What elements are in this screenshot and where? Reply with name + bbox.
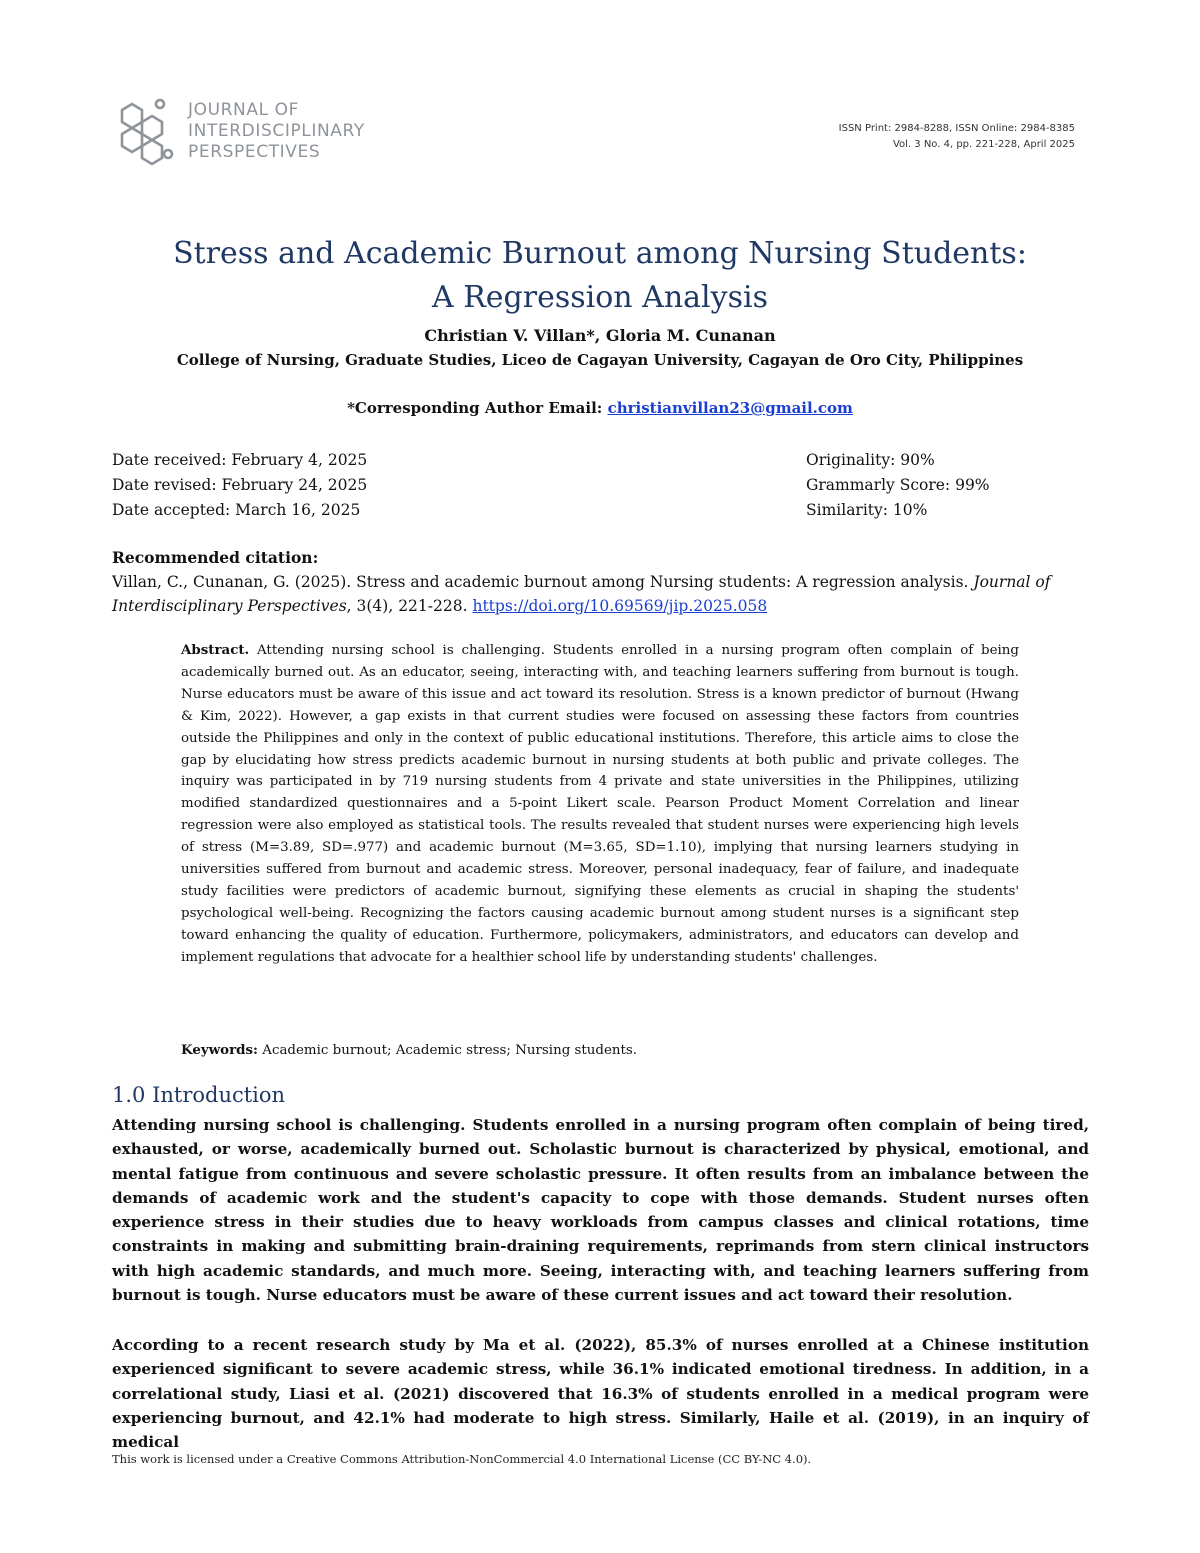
issn-line: ISSN Print: 2984-8288, ISSN Online: 2984-8385 xyxy=(838,123,1075,134)
journal-name-line: JOURNAL OF xyxy=(188,100,300,120)
abstract-text: Attending nursing school is challenging. Students enrolled in a nursing program often complain of being academically burned out. As an educator, seeing, interacting with, and teaching learners suffering from burnout is tough. Nurse educators must be aware of this issue and act toward its resolution. Stress is a known predictor of burnout (Hwang & Kim, 2022). However, a gap exists in that current studies were focused on assessing these factors from countries outside the Philippines and only in the context of public educational institutions. Therefore, this article aims to close the gap by elucidating how stress predicts academic burnout in nursing students at both public and private colleges. The inquiry was participated in by 719 nursing students from 4 private and state universities in the Philippines, utilizing modified standardized questionnaires and a 5-point Likert scale. Pearson Product Moment Correlation and linear regression were also employed as statistical tools. The results revealed that student nurses were experiencing high levels of stress (M=3.89, SD=.977) and academic burnout (M=3.65, SD=1.10), implying that nursing learners studying in universities suffered from burnout and academic stress. Moreover, personal inadequacy, fear of failure, and inadequate study facilities were predictors of academic burnout, signifying these elements as crucial in shaping the students' psychological well-being. Recognizing the factors causing academic burnout among student nurses is a significant step toward enhancing the quality of education. Furthermore, policymakers, administrators, and educators can develop and implement regulations that advocate for a healthier school life by understanding students' challenges. xyxy=(181,643,1019,965)
volume-line: Vol. 3 No. 4, pp. 221-228, April 2025 xyxy=(892,139,1075,150)
authors: Christian V. Villan*, Gloria M. Cunanan xyxy=(424,326,776,345)
date-received: Date received: February 4, 2025 xyxy=(112,451,368,469)
issn-info xyxy=(839,121,1075,153)
keywords-label: Keywords: xyxy=(181,1042,259,1058)
date-info xyxy=(112,448,367,523)
keywords-text: Academic burnout; Academic stress; Nursing students. xyxy=(258,1043,638,1058)
intro-paragraph-2: According to a recent research study by Ma et al. (2022), 85.3% of nurses enrolled at a Chinese institution experienced significant to severe academic stress, while 36.1% indicated emotional tiredness. In addition, in a correlational study, Liasi et al. (2021) discovered that 16.3% of students enrolled in a medical program were experiencing burnout, and 42.1% had moderate to high stress. Similarly, Haile et al. (2019), in an inquiry of medical xyxy=(112,1336,1089,1452)
title-line-1: Stress and Academic Burnout among Nursing Students: xyxy=(173,236,1027,271)
corresponding-label: *Corresponding Author Email: xyxy=(347,399,608,417)
journal-name-line: PERSPECTIVES xyxy=(188,142,321,162)
journal-name-line: INTERDISCIPLINARY xyxy=(188,121,365,141)
journal-name xyxy=(188,100,365,163)
title-line-2: A Regression Analysis xyxy=(432,280,768,315)
hexagon-logo-icon xyxy=(108,96,180,170)
license-footer: This work is licensed under a Creative Commons Attribution-NonCommercial 4.0 International License (CC BY-NC 4.0). xyxy=(112,1452,812,1466)
intro-paragraph-1: Attending nursing school is challenging. Students enrolled in a nursing program often complain of being tired, exhausted, or worse, academically burned out. Scholastic burnout is characterized by physical, emotional, and mental fatigue from continuous and severe scholastic pressure. It often results from an imbalance between the demands of academic work and the student's capacity to cope with those demands. Student nurses often experience stress in their studies due to heavy workloads from campus classes and clinical rotations, time constraints in making and submitting brain-draining requirements, reprimands from stern clinical instructors with high academic standards, and much more. Seeing, interacting with, and teaching learners suffering from burnout is tough. Nurse educators must be aware of these current issues and act toward their resolution. xyxy=(112,1116,1089,1305)
author-email-link[interactable]: christianvillan23@gmail.com xyxy=(607,399,853,417)
paper-title xyxy=(100,232,1100,320)
abstract xyxy=(181,640,1019,969)
affiliation: College of Nursing, Graduate Studies, Liceo de Cagayan University, Cagayan de Oro City, Philippines xyxy=(176,351,1024,369)
similarity-score: Similarity: 10% xyxy=(806,501,928,519)
citation-details: , 3(4), 221-228. xyxy=(346,597,473,615)
originality-score: Originality: 90% xyxy=(806,451,935,469)
corresponding-author xyxy=(100,399,1100,417)
doi-link[interactable]: https://doi.org/10.69569/jip.2025.058 xyxy=(472,597,768,615)
section-heading-introduction: 1.0 Introduction xyxy=(112,1083,286,1107)
score-info xyxy=(806,448,990,523)
recommended-citation xyxy=(112,546,1087,618)
citation-text: Villan, C., Cunanan, G. (2025). Stress and academic burnout among Nursing students: A regression analysis. xyxy=(112,573,969,591)
citation-heading: Recommended citation: xyxy=(112,548,319,567)
grammarly-score: Grammarly Score: 99% xyxy=(806,476,990,494)
citation-journal: Journal of Interdisciplinary Perspectives xyxy=(112,573,1051,615)
keywords xyxy=(181,1040,1019,1061)
citation-body xyxy=(112,570,1087,618)
journal-logo xyxy=(108,96,368,170)
date-revised: Date revised: February 24, 2025 xyxy=(112,476,368,494)
date-accepted: Date accepted: March 16, 2025 xyxy=(112,501,361,519)
abstract-label: Abstract. xyxy=(181,642,250,658)
